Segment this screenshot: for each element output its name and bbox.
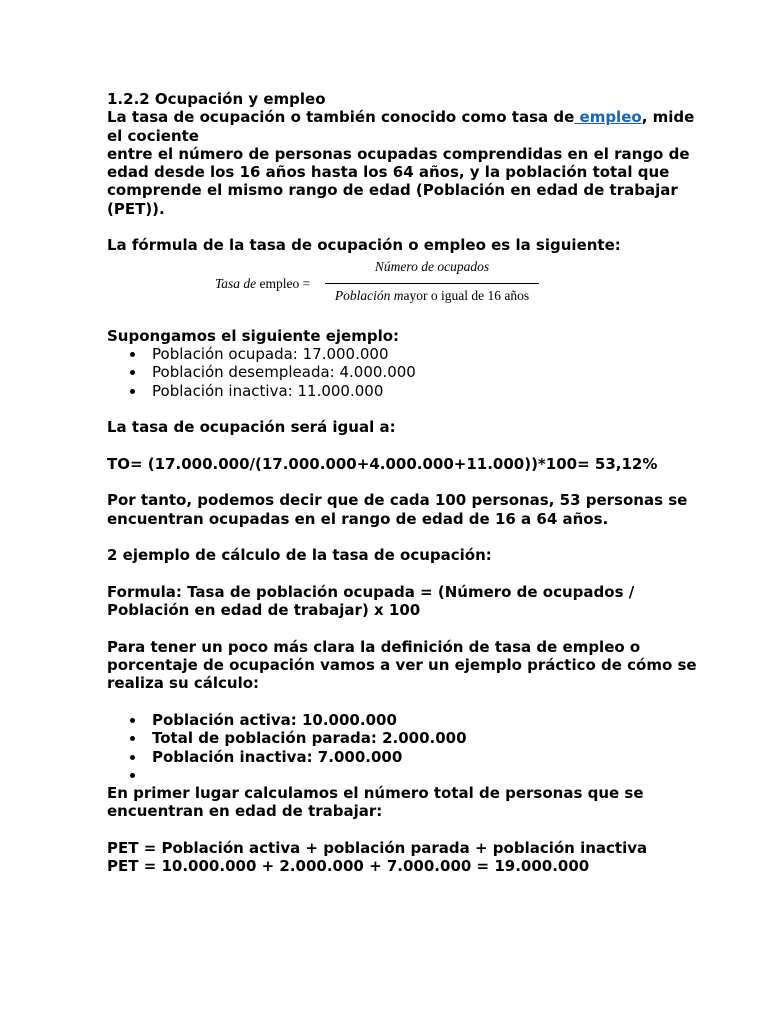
example2-formula: Formula: Tasa de población ocupada = (Número de ocupados / Población en edad de trabajar) x 100 [107,582,635,620]
spacer [107,218,707,236]
list-item: Población inactiva: 7.000.000 [152,748,707,766]
empleo-link[interactable]: empleo [574,108,642,127]
list-item: Población inactiva: 11.000.000 [152,382,707,400]
example2-list [107,711,707,784]
example1-heading: Supongamos el siguiente ejemplo: [107,326,400,345]
formula-intro: La fórmula de la tasa de ocupación o empleo es la siguiente: [107,236,621,255]
list-item: Población activa: 10.000.000 [152,711,707,729]
example1-list [107,345,707,400]
formula-denominator-italic: Población m [334,287,404,303]
spacer [107,821,707,839]
formula-denominator [325,287,539,305]
pet-calculation: PET = 10.000.000 + 2.000.000 + 7.000.000 = 19.000.000 [107,857,590,876]
employment-rate-formula [107,258,707,309]
list-item [152,766,707,784]
example1-calculation: TO= (17.000.000/(17.000.000+4.000.000+11.000))*100= 53,12% [107,454,658,473]
intro-paragraph-continued: entre el número de personas ocupadas comprendidas en el rango de edad desde los 16 años hasta los 64 años, y la población total que comprende el mismo rango de edad (Población en edad de trabajar (PET)). [107,144,690,218]
list-item: Población ocupada: 17.000.000 [152,345,707,363]
example2-heading: 2 ejemplo de cálculo de la tasa de ocupación: [107,546,492,565]
section-heading: 1.2.2 Ocupación y empleo [107,90,326,108]
list-item: Población desempleada: 4.000.000 [152,363,707,381]
formula-lhs-italic: Tasa de [215,275,257,291]
intro-text-after-link: , mide el cociente [107,108,695,145]
spacer [107,619,707,637]
pet-intro: En primer lugar calculamos el número total de personas que se encuentran en edad de trabajar: [107,784,644,821]
spacer [107,693,707,711]
example1-conclusion: Por tanto, podemos decir que de cada 100 personas, 53 personas se encuentran ocupadas en el rango de edad de 16 a 64 años. [107,491,688,528]
document-page [107,90,707,876]
example1-result-intro: La tasa de ocupación será igual a: [107,418,396,437]
pet-definition: PET = Población activa + población parada + población inactiva [107,838,648,857]
spacer [107,528,707,546]
formula-lhs-normal: empleo = [256,275,311,291]
spacer [107,436,707,454]
intro-paragraph [107,108,707,145]
spacer [107,565,707,583]
list-item: Total de población parada: 2.000.000 [152,729,707,747]
spacer [107,473,707,491]
formula-denominator-normal: ayor o igual de 16 años [403,287,530,303]
formula-numerator: Número de ocupados [374,258,490,274]
spacer [107,400,707,418]
formula-fraction-bar [325,283,539,284]
intro-text-before-link: La tasa de ocupación o también conocido como tasa de [107,108,575,127]
example2-intro: Para tener un poco más clara la definición de tasa de empleo o porcentaje de ocupación vamos a ver un ejemplo práctico de cómo se realiza su cálculo: [107,637,697,693]
formula-lhs [215,275,310,293]
